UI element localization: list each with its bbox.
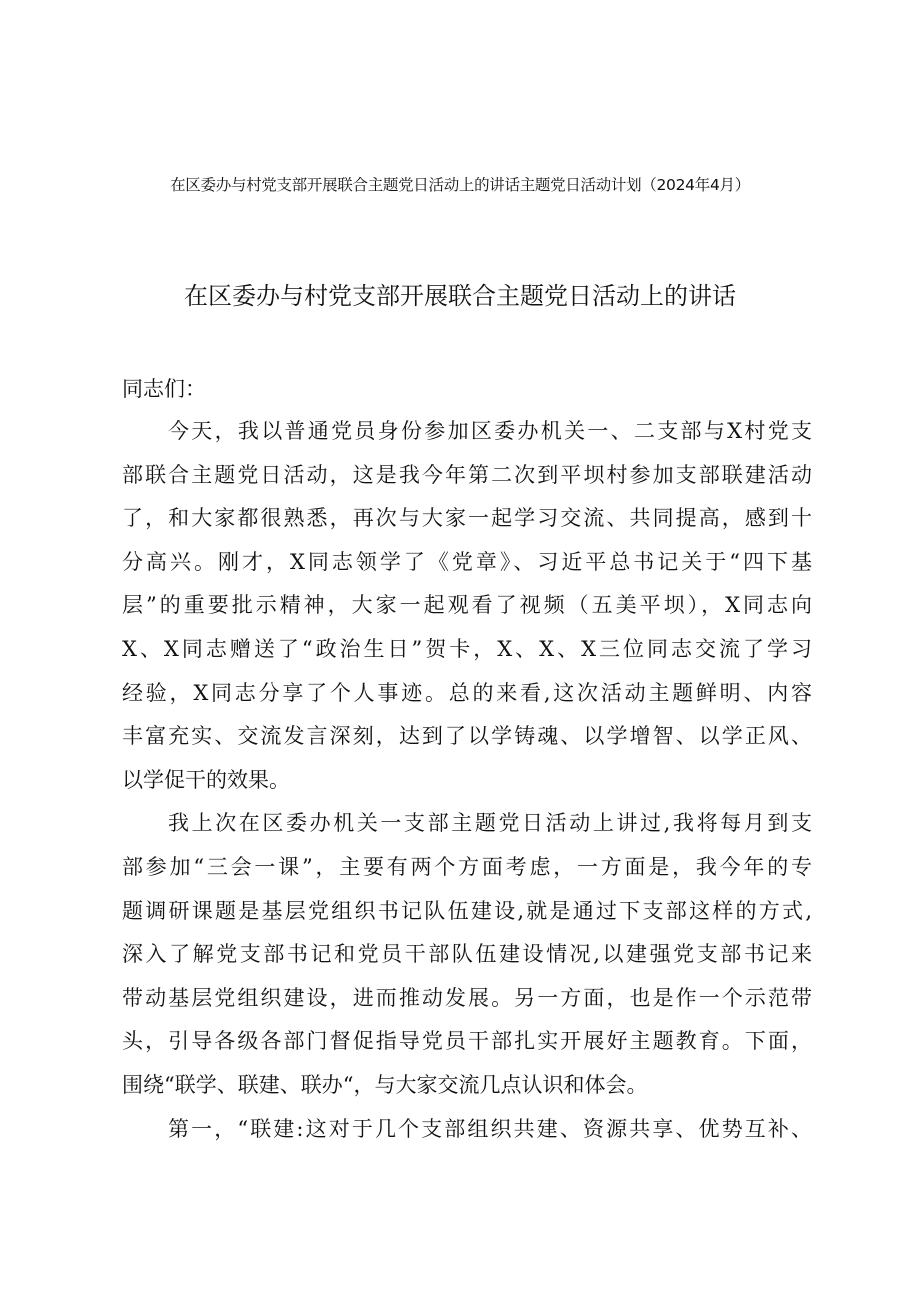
paragraph-line: 分高兴。刚才，X同志领学了《党章》、习近平总书记关于“四下基 bbox=[122, 549, 812, 574]
paragraph-line: 层”的重要批示精神，大家一起观看了视频（五美平坝），X同志向 bbox=[122, 593, 812, 618]
paragraph-line: 以学促干的效果。 bbox=[122, 767, 290, 792]
paragraph-line: 我上次在区委办机关一支部主题党日活动上讲过,我将每月到支 bbox=[168, 811, 812, 836]
paragraph-line: 部参加“三会一课”，主要有两个方面考虑，一方面是，我今年的专 bbox=[122, 854, 812, 879]
salutation: 同志们： bbox=[122, 377, 206, 401]
paragraph-line: 围绕“联学、联建、联办“，与大家交流几点认识和体会。 bbox=[122, 1072, 648, 1097]
paragraph-line: 今天，我以普通党员身份参加区委办机关一、二支部与X村党支 bbox=[168, 419, 812, 443]
paragraph-line: 带动基层党组织建设，进而推动发展。另一方面，也是作一个示范带 bbox=[122, 985, 812, 1010]
paragraph-line: 丰富充实、交流发言深刻，达到了以学铸魂、以学增智、以学正风、 bbox=[122, 724, 812, 749]
document-body bbox=[122, 410, 812, 1151]
paragraph-line: X、X同志赠送了“政治生日”贺卡，X、X、X三位同志交流了学习 bbox=[122, 636, 812, 661]
paragraph-line: 部联合主题党日活动，这是我今年第二次到平坝村参加支部联建活动 bbox=[122, 462, 812, 487]
document-header-line: 在区委办与村党支部开展联合主题党日活动上的讲话主题党日活动计划（2024年4月） bbox=[170, 176, 750, 194]
document-title: 在区委办与村党支部开展联合主题党日活动上的讲话 bbox=[184, 282, 736, 310]
paragraph-1 bbox=[122, 410, 812, 802]
paragraph-line: 了，和大家都很熟悉，再次与大家一起学习交流、共同提高，感到十 bbox=[122, 506, 812, 531]
paragraph-line: 第一，“联建:这对于几个支部组织共建、资源共享、优势互补、 bbox=[168, 1116, 812, 1141]
paragraph-3 bbox=[122, 1108, 812, 1152]
paragraph-line: 经验，X同志分享了个人事迹。总的来看,这次活动主题鲜明、内容 bbox=[122, 680, 812, 705]
paragraph-line: 深入了解党支部书记和党员干部队伍建设情况,以建强党支部书记来 bbox=[122, 942, 812, 967]
paragraph-line: 题调研课题是基层党组织书记队伍建设,就是通过下支部这样的方式, bbox=[122, 898, 812, 923]
paragraph-2 bbox=[122, 802, 812, 1107]
paragraph-line: 头，引导各级各部门督促指导党员干部扎实开展好主题教育。下面， bbox=[122, 1029, 812, 1054]
